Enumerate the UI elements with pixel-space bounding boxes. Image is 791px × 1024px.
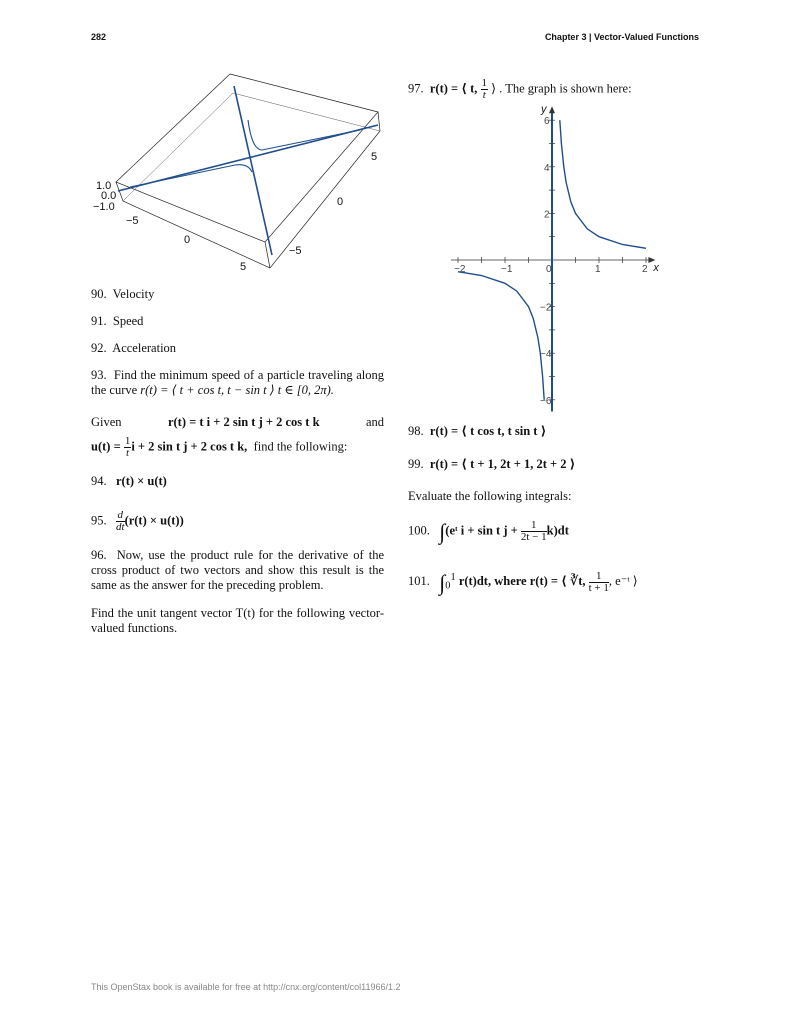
y-tick-label: −2 [540,302,552,314]
page-number: 282 [91,32,107,42]
z-tick: −1.0 [93,201,115,213]
y-tick-label: 6 [544,116,550,128]
given-line: Given r(t) = t i + 2 sin t j + 2 cos t k and [91,415,384,429]
problem-94: 94. r(t) × u(t) [91,474,167,488]
series-curve [458,272,544,400]
y-axis-arrow [549,106,555,113]
curve-branch-a [248,120,360,150]
y-tick-label: −4 [540,349,552,361]
given-u: u(t) = $\frac{1}{t}$ i + 2 sin t j + 2 cos t k, find the following: [91,435,348,459]
problem-95: 95. $\frac{d}{dt}$ (r(t) × u(t)) [91,509,184,533]
problem-92: 92. Acceleration [91,341,177,355]
footer: This OpenStax book is available for free at http://cnx.org/content/col11966/1.2 [91,982,401,992]
problem-99: 99. r(t) = ⟨ t + 1, 2t + 1, 2t + 2 ⟩ [408,457,576,471]
chapter-title: Chapter 3 | Vector-Valued Functions [544,32,699,42]
curve-line-b [234,86,272,255]
problem-101: 101. $\int_0^1$ r(t)dt, where r(t) = ⟨ ∛t, $\frac{1}{t + 1}$ , e⁻ᵗ ⟩ [408,569,638,595]
box-edges [116,112,380,268]
problem-100: 100. ∫(eᵗ i + sin t j + $\frac{1}{2t - 1}$ k)dt [408,519,569,544]
x-tick-label: 0 [546,264,552,275]
y-axis-label: y [541,103,547,116]
y-tick: 5 [371,151,378,163]
y-tick-label: 4 [544,162,550,174]
problem-91: 91. Speed [91,314,144,328]
x-tick: 0 [184,234,191,246]
z-tick: 0.0 [101,190,117,202]
y-tick-label: −6 [540,395,552,407]
problem-97: 97. r(t) = ⟨ t, $\frac{1}{t}$ ⟩ . The graph is shown here: [408,77,632,101]
x-tick-label: 1 [595,264,601,275]
x-tick-label: −2 [454,264,466,275]
x-axis-label: x [653,262,659,274]
x-tick-label: 2 [642,264,648,275]
x-tick: −5 [126,215,139,227]
y-tick-label: 2 [544,209,550,221]
y-tick: 0 [337,196,344,208]
problem-93: 93. Find the minimum speed of a particle traveling along the curve r(t) = ⟨ t + cos t, t − sin t ⟩ t ∈ [0, 2π). [91,368,385,397]
figure-3d-curve [85,65,395,280]
problem-96: 96. Now, use the product rule for the derivative of the cross product of two vectors and show this result is the same as the answer for the preceding problem. [91,548,384,592]
problem-98: 98. r(t) = ⟨ t cos t, t sin t ⟩ [408,424,547,438]
x-tick: 5 [240,261,247,273]
problem-90: 90. Velocity [91,287,155,301]
hyperbola-chart [440,100,670,412]
evaluate-instruction: Evaluate the following integrals: [408,489,572,503]
unit-tangent-instruction: Find the unit tangent vector T(t) for the following vector-valued functions. [91,606,384,635]
y-tick: −5 [289,245,302,257]
x-tick-label: −1 [501,264,513,275]
series-curve [560,120,646,248]
z-tick: 1.0 [96,180,112,192]
